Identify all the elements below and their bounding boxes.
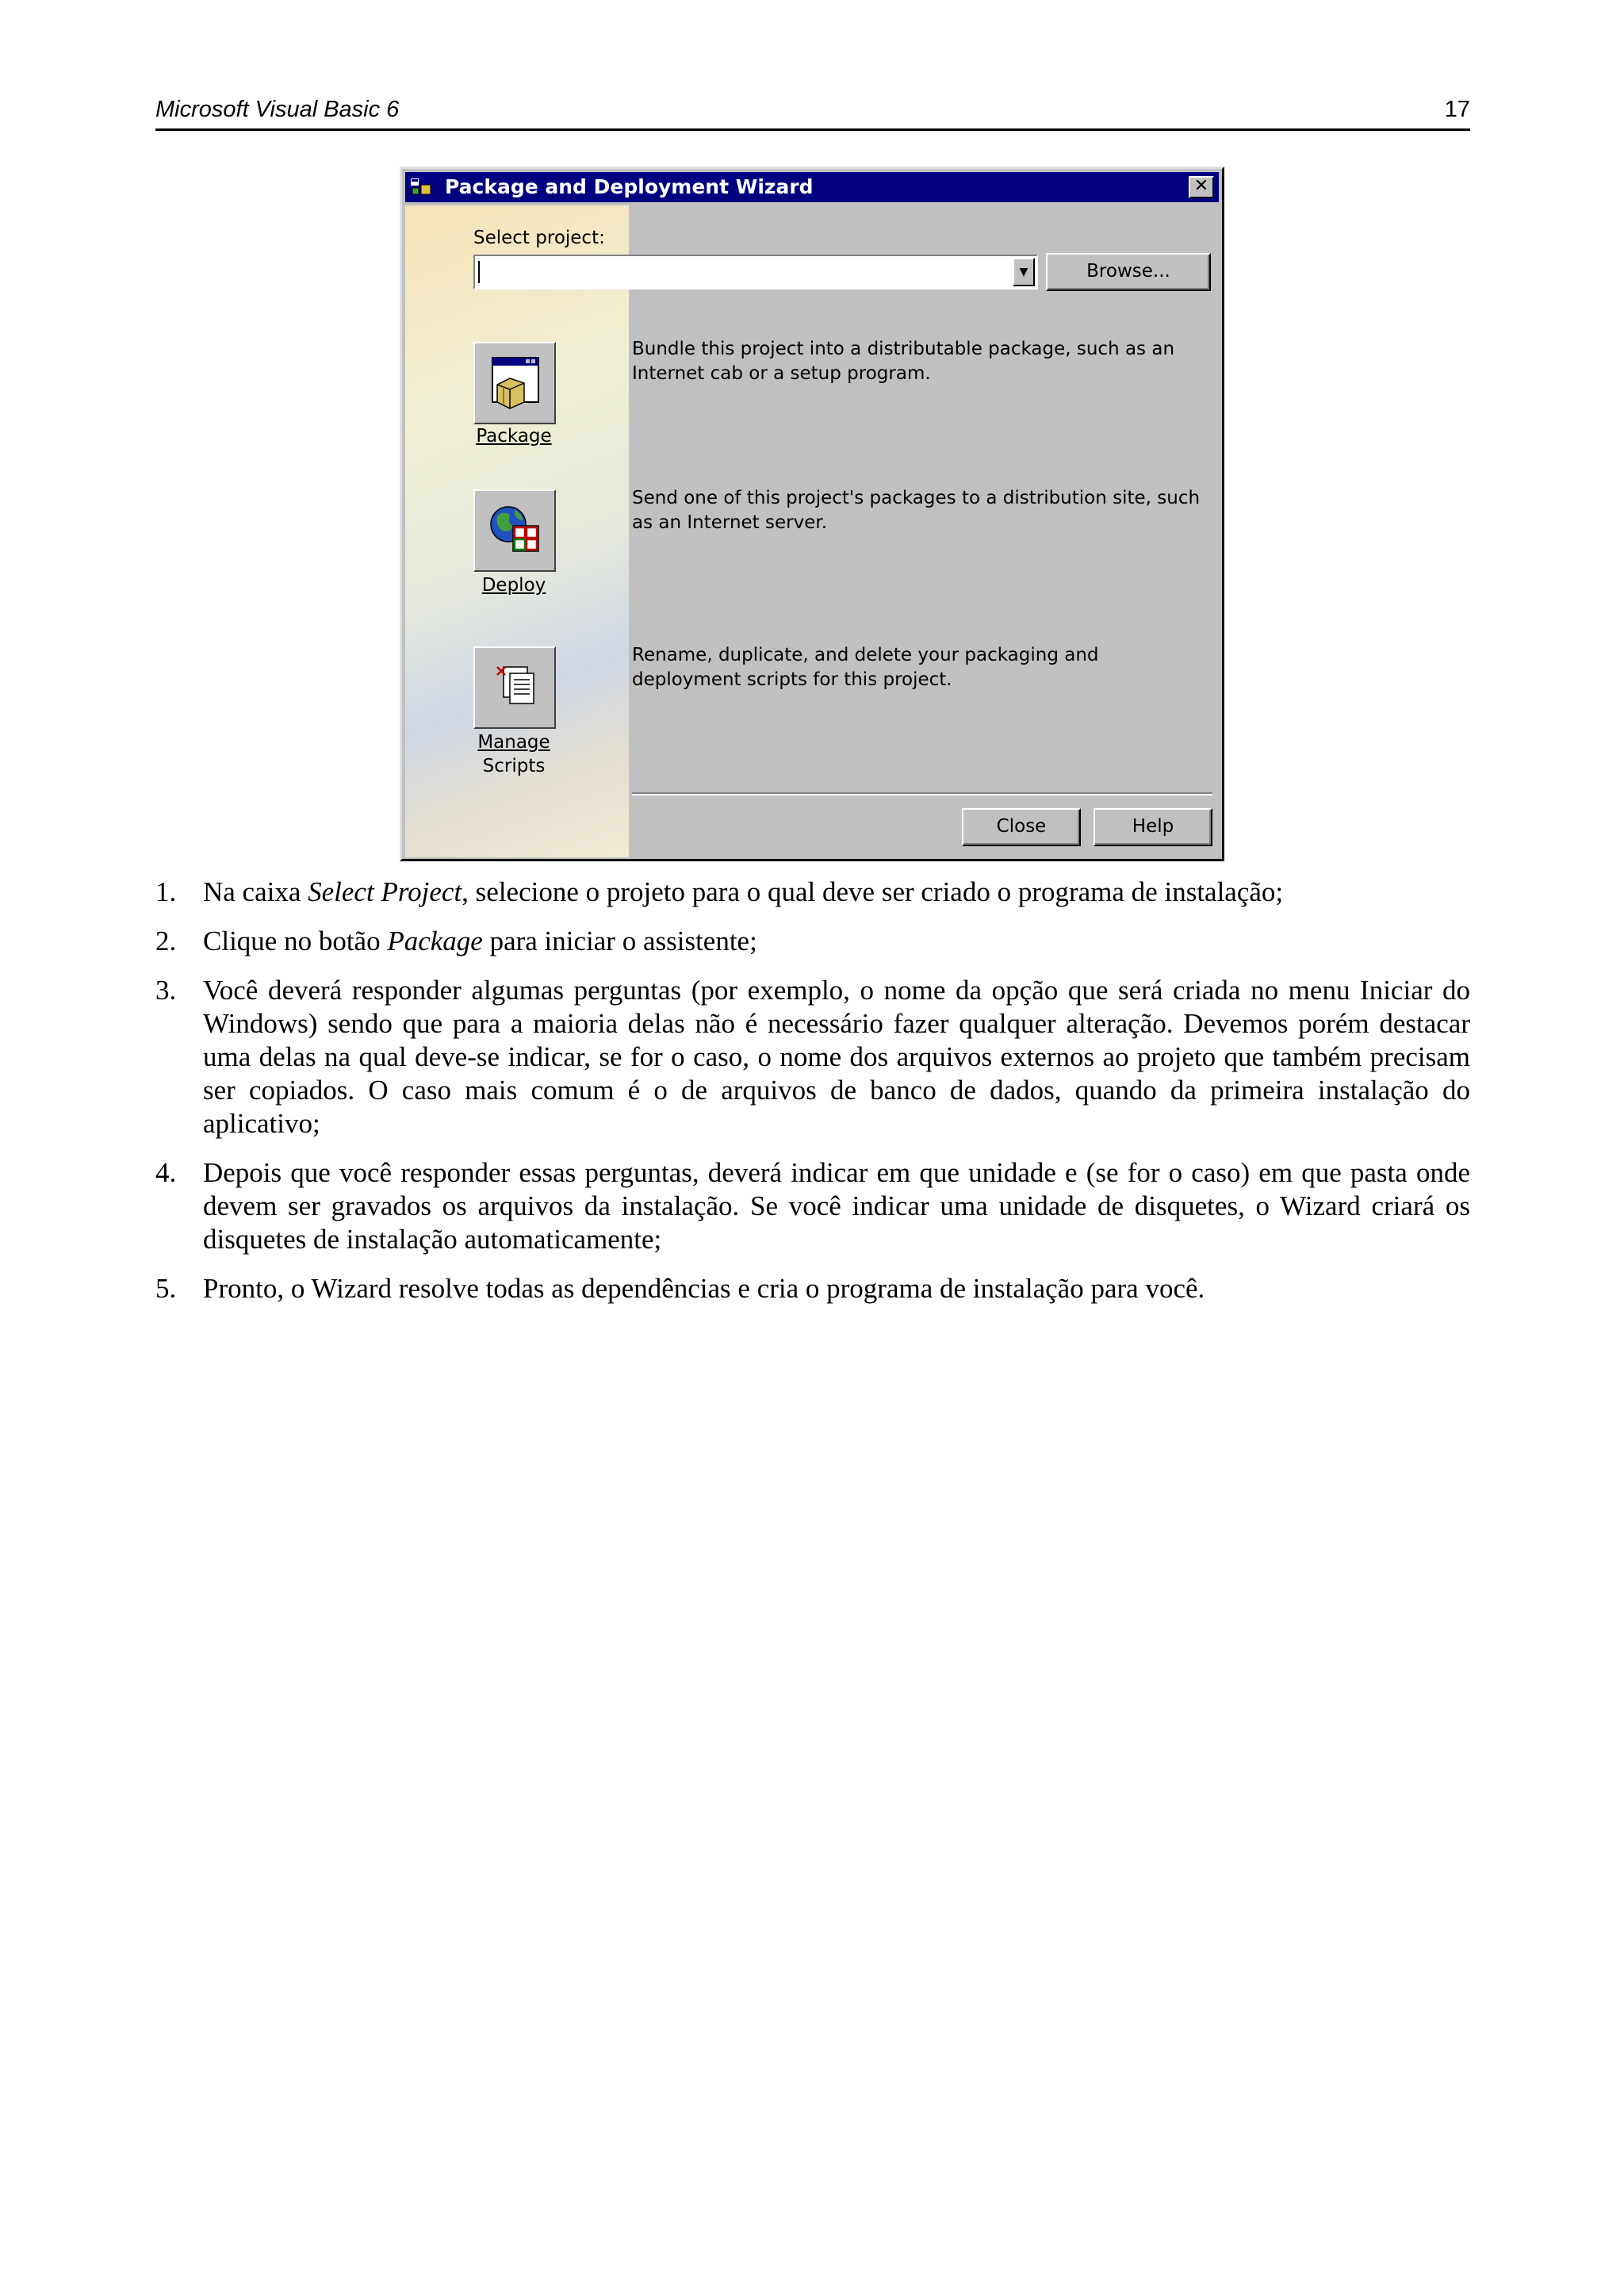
chevron-down-icon[interactable]: ▼ — [1013, 258, 1035, 286]
deploy-label: Deploy — [481, 575, 546, 596]
help-button[interactable]: Help — [1094, 808, 1212, 846]
package-button[interactable] — [473, 342, 556, 424]
list-item: 4. Depois que você responder essas perguntas, deverá indicar em que unidade e (se for o caso) em que pasta onde devem ser gravados os arquivos da instalação. Se você indicar uma unidade de disquetes, o Wizard criará os disquetes de instalação automaticamente; — [155, 1157, 1470, 1255]
list-item: 1. Na caixa Select Project, selecione o projeto para o qual deve ser criado o programa de instalação; — [155, 876, 1284, 907]
deploy-description: Send one of this project's packages to a distribution site, such as an Internet server. — [632, 488, 1201, 533]
manage-scripts-label: Manage Scripts — [477, 732, 550, 776]
wizard-app-icon — [410, 177, 432, 197]
package-description: Bundle this project into a distributable package, such as an Internet cab or a setup program. — [632, 339, 1175, 384]
page-header — [155, 94, 1470, 131]
select-project-label: Select project: — [473, 228, 605, 248]
list-item: 3. Você deverá responder algumas perguntas (por exemplo, o nome da opção que será criada no menu Iniciar do Windows) sendo que para a maioria delas não é necessário fazer qualquer alteração. Devemos porém destacar uma delas na qual deve-se indicar, se for o caso, o nome dos arquivos externos ao projeto que também precisam ser copiados. O caso mais comum é o de arquivos de banco de dados, quando da primeira instalação do aplicativo; — [155, 975, 1470, 1139]
select-project-combo[interactable] — [473, 255, 1038, 289]
scripts-description: Rename, duplicate, and delete your packaging and deployment scripts for this project. — [632, 645, 1099, 690]
close-icon[interactable]: ✕ — [1189, 176, 1214, 198]
dialog-titlebar[interactable] — [405, 172, 1219, 202]
list-item: 5. Pronto, o Wizard resolve todas as dependências e cria o programa de instalação para você. — [155, 1273, 1205, 1304]
deploy-globe-icon — [486, 502, 543, 559]
instructions-list — [155, 876, 1470, 1321]
close-button[interactable]: Close — [962, 808, 1081, 846]
package-label: Package — [476, 426, 552, 447]
page-number: 17 — [1444, 97, 1470, 122]
package-icon — [486, 355, 543, 412]
dialog-title: Package and Deployment Wizard — [445, 175, 814, 198]
list-item: 2. Clique no botão Package para iniciar o assistente; — [155, 926, 757, 956]
text-caret — [478, 261, 480, 283]
header-title: Microsoft Visual Basic 6 — [155, 97, 400, 122]
manage-scripts-button[interactable] — [473, 646, 556, 729]
scripts-icon — [486, 659, 543, 716]
browse-button[interactable]: Browse... — [1046, 253, 1211, 291]
wizard-dialog — [400, 167, 1224, 861]
deploy-button[interactable] — [473, 489, 556, 572]
button-separator — [632, 792, 1212, 795]
